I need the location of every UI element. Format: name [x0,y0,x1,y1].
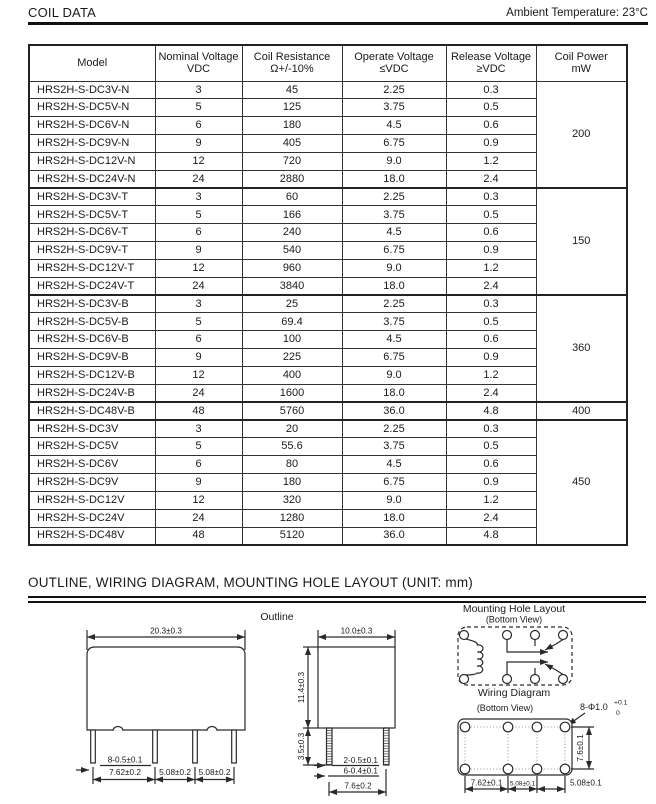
coil-power-cell: 450 [536,420,627,545]
value-cell: 405 [242,135,342,153]
model-cell: HRS2H-S-DC48V [29,527,155,545]
value-cell: 4.5 [342,224,446,242]
model-cell: HRS2H-S-DC24V [29,509,155,527]
value-cell: 5 [155,313,242,331]
model-cell: HRS2H-S-DC3V-N [29,81,155,99]
col-header-coil-resistance: Coil Resistance Ω+/-10% [242,45,342,81]
wiring-diagram-subtitle: (Bottom View) [476,703,534,713]
value-cell: 240 [242,224,342,242]
value-cell: 3 [155,295,242,313]
model-cell: HRS2H-S-DC9V [29,474,155,492]
outline-drawings [0,594,656,804]
value-cell: 0.3 [446,81,536,99]
side-pin-depth-dim: 6-0.4±0.1 [343,766,378,776]
value-cell: 960 [242,259,342,277]
coil-symbol [466,639,483,675]
side-pin-width-dim: 2-0.5±0.1 [343,756,378,765]
value-cell: 18.0 [342,170,446,188]
coil-data-table [28,44,628,546]
value-cell: 18.0 [342,384,446,402]
value-cell: 6.75 [342,474,446,492]
hole-diameter-tolerance-upper: +0.1 [614,699,628,707]
value-cell: 18.0 [342,509,446,527]
hole-pitch2-dim: 5.08±0.1 [509,780,536,788]
hole-diameter-note: 8-Φ1.0 [580,702,608,712]
front-pitch3-dim: 5.08±0.2 [198,768,231,777]
value-cell: 1.2 [446,259,536,277]
mounting-hole-layout-title: Mounting Hole Layout [462,603,566,615]
value-cell: 6 [155,117,242,135]
value-cell: 2.25 [342,420,446,438]
model-cell: HRS2H-S-DC5V-T [29,206,155,224]
model-cell: HRS2H-S-DC5V-N [29,99,155,117]
value-cell: 0.5 [446,438,536,456]
value-cell: 69.4 [242,313,342,331]
front-pin-width-dim: 8-0.5±0.1 [107,755,143,765]
value-cell: 3 [155,188,242,206]
value-cell: 5 [155,206,242,224]
model-cell: HRS2H-S-DC6V-B [29,331,155,349]
model-cell: HRS2H-S-DC12V-B [29,367,155,385]
value-cell: 3.75 [342,99,446,117]
value-cell: 24 [155,384,242,402]
value-cell: 36.0 [342,527,446,545]
value-cell: 2880 [242,170,342,188]
value-cell: 1.2 [446,152,536,170]
value-cell: 3 [155,420,242,438]
value-cell: 4.5 [342,117,446,135]
value-cell: 6 [155,456,242,474]
value-cell: 100 [242,331,342,349]
value-cell: 0.5 [446,206,536,224]
front-pitch1-dim: 7.62±0.2 [109,768,141,777]
table-row [29,295,627,313]
outline-label: Outline [260,611,294,623]
value-cell: 225 [242,349,342,367]
value-cell: 2.25 [342,81,446,99]
value-cell: 48 [155,402,242,420]
table-row [29,420,627,438]
value-cell: 0.6 [446,456,536,474]
value-cell: 12 [155,259,242,277]
value-cell: 60 [242,188,342,206]
coil-power-cell: 200 [536,81,627,188]
section-title-outline: OUTLINE, WIRING DIAGRAM, MOUNTING HOLE LAYOUT (UNIT: mm) [28,575,473,590]
value-cell: 55.6 [242,438,342,456]
value-cell: 0.3 [446,295,536,313]
mounting-hole-layout-diagram [458,627,572,685]
value-cell: 1.2 [446,491,536,509]
value-cell: 9 [155,242,242,260]
model-cell: HRS2H-S-DC12V-T [29,259,155,277]
value-cell: 6 [155,224,242,242]
wiring-diagram-title: Wiring Diagram [477,687,551,699]
value-cell: 4.5 [342,331,446,349]
value-cell: 5120 [242,527,342,545]
model-cell: HRS2H-S-DC5V-B [29,313,155,331]
model-cell: HRS2H-S-DC24V-B [29,384,155,402]
value-cell: 9.0 [342,367,446,385]
value-cell: 9 [155,474,242,492]
value-cell: 3840 [242,277,342,295]
side-pitch-dim: 7.6±0.2 [344,781,372,791]
model-cell: HRS2H-S-DC3V-B [29,295,155,313]
value-cell: 48 [155,527,242,545]
value-cell: 0.3 [446,188,536,206]
value-cell: 125 [242,99,342,117]
value-cell: 0.6 [446,331,536,349]
value-cell: 4.8 [446,402,536,420]
value-cell: 3.75 [342,206,446,224]
model-cell: HRS2H-S-DC24V-T [29,277,155,295]
section-rule [28,22,648,25]
value-cell: 9.0 [342,152,446,170]
col-header-coil-power: Coil Power mW [536,45,627,81]
value-cell: 1.2 [446,367,536,385]
value-cell: 0.5 [446,99,536,117]
side-width-dim: 10.0±0.3 [340,626,373,636]
section-title-coil-data: COIL DATA [28,5,97,20]
front-pitch2-dim: 5.08±0.2 [159,768,191,777]
value-cell: 5 [155,438,242,456]
col-header-nominal-voltage: Nominal Voltage VDC [155,45,242,81]
col-header-operate-voltage: Operate Voltage ≤VDC [342,45,446,81]
col-header-model: Model [29,45,155,81]
value-cell: 166 [242,206,342,224]
side-pin-length-dim: 3.5±0.3 [297,732,306,761]
ambient-temperature: Ambient Temperature: 23°C [506,7,648,19]
value-cell: 180 [242,117,342,135]
value-cell: 24 [155,509,242,527]
value-cell: 9.0 [342,491,446,509]
value-cell: 1280 [242,509,342,527]
value-cell: 12 [155,367,242,385]
value-cell: 720 [242,152,342,170]
model-cell: HRS2H-S-DC3V [29,420,155,438]
table-header-row [29,45,627,81]
hole-pitch3-dim: 5.08±0.1 [570,778,602,788]
value-cell: 3 [155,81,242,99]
value-cell: 0.9 [446,242,536,260]
hole-diameter-tolerance-lower: 0 [616,710,620,717]
value-cell: 6.75 [342,349,446,367]
value-cell: 12 [155,491,242,509]
model-cell: HRS2H-S-DC6V-N [29,117,155,135]
value-cell: 3.75 [342,438,446,456]
table-row [29,188,627,206]
value-cell: 80 [242,456,342,474]
model-cell: HRS2H-S-DC9V-N [29,135,155,153]
value-cell: 12 [155,152,242,170]
value-cell: 4.5 [342,456,446,474]
model-cell: HRS2H-S-DC12V [29,491,155,509]
value-cell: 9.0 [342,259,446,277]
outline-front-view [76,630,245,784]
value-cell: 2.4 [446,277,536,295]
value-cell: 9 [155,135,242,153]
hole-pitch1-dim: 7.62±0.1 [470,778,503,788]
table-row [29,81,627,99]
coil-power-cell: 150 [536,188,627,295]
coil-power-cell: 360 [536,295,627,402]
value-cell: 2.25 [342,295,446,313]
model-cell: HRS2H-S-DC5V [29,438,155,456]
value-cell: 0.9 [446,474,536,492]
model-cell: HRS2H-S-DC9V-T [29,242,155,260]
value-cell: 1600 [242,384,342,402]
value-cell: 0.9 [446,349,536,367]
value-cell: 45 [242,81,342,99]
model-cell: HRS2H-S-DC6V-T [29,224,155,242]
model-cell: HRS2H-S-DC48V-B [29,402,155,420]
value-cell: 18.0 [342,277,446,295]
model-cell: HRS2H-S-DC9V-B [29,349,155,367]
table-row [29,402,627,420]
value-cell: 24 [155,170,242,188]
value-cell: 24 [155,277,242,295]
value-cell: 6.75 [342,242,446,260]
hole-row-gap-dim: 7.6±0.1 [576,734,585,762]
model-cell: HRS2H-S-DC6V [29,456,155,474]
value-cell: 5760 [242,402,342,420]
value-cell: 0.9 [446,135,536,153]
value-cell: 0.3 [446,420,536,438]
col-header-release-voltage: Release Voltage ≥VDC [446,45,536,81]
value-cell: 20 [242,420,342,438]
value-cell: 320 [242,491,342,509]
model-cell: HRS2H-S-DC12V-N [29,152,155,170]
model-cell: HRS2H-S-DC3V-T [29,188,155,206]
value-cell: 2.4 [446,509,536,527]
mounting-hole-layout-subtitle: (Bottom View) [485,614,543,625]
value-cell: 9 [155,349,242,367]
value-cell: 2.4 [446,384,536,402]
value-cell: 540 [242,242,342,260]
value-cell: 6 [155,331,242,349]
value-cell: 0.6 [446,117,536,135]
value-cell: 5 [155,99,242,117]
coil-table-body [29,81,627,545]
value-cell: 0.6 [446,224,536,242]
value-cell: 2.25 [342,188,446,206]
front-width-dim: 20.3±0.3 [150,626,182,636]
value-cell: 3.75 [342,313,446,331]
value-cell: 6.75 [342,135,446,153]
coil-power-cell: 400 [536,402,627,420]
value-cell: 4.8 [446,527,536,545]
value-cell: 2.4 [446,170,536,188]
value-cell: 180 [242,474,342,492]
value-cell: 400 [242,367,342,385]
side-height-dim: 11.4±0.3 [297,671,306,704]
value-cell: 36.0 [342,402,446,420]
value-cell: 25 [242,295,342,313]
value-cell: 0.5 [446,313,536,331]
model-cell: HRS2H-S-DC24V-N [29,170,155,188]
